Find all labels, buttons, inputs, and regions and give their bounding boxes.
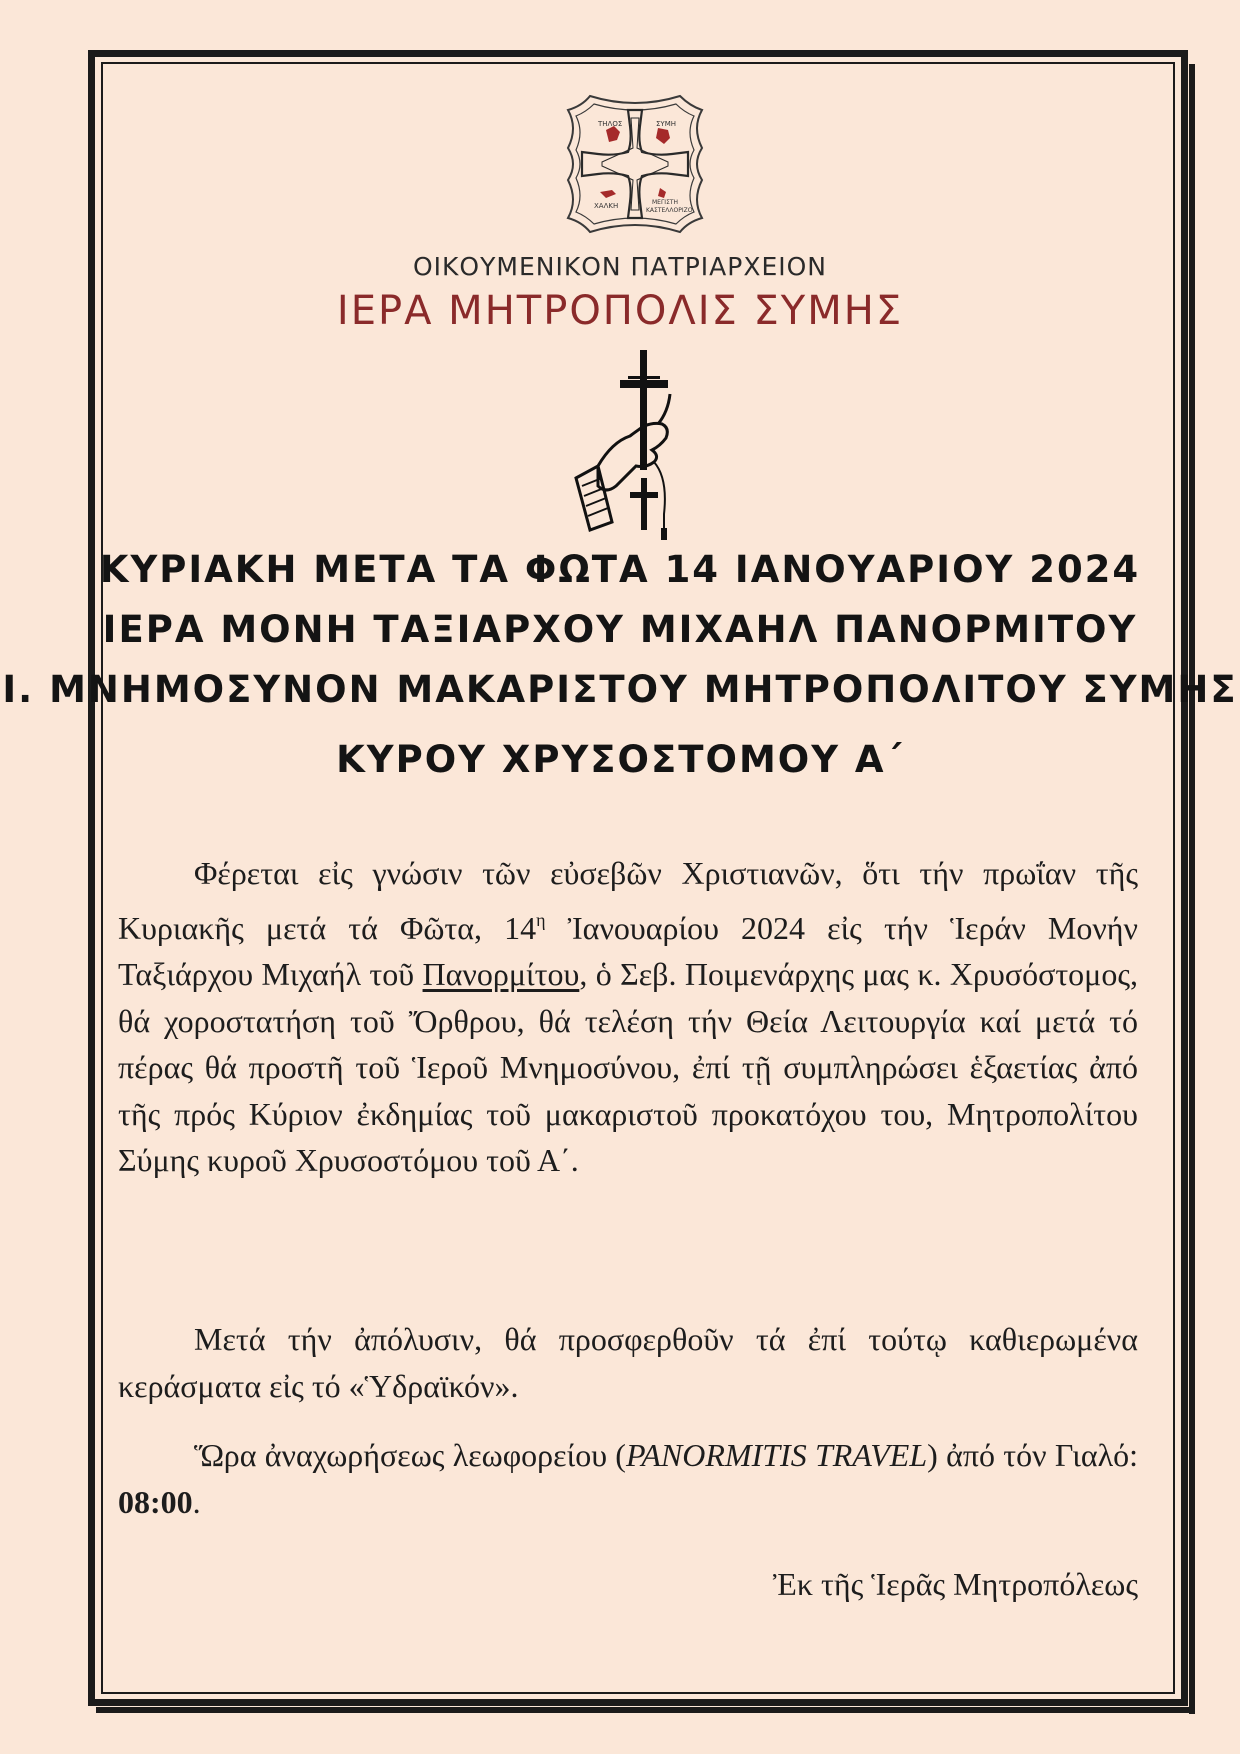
headline-line-2: ΙΕΡΑ ΜΟΝΗ ΤΑΞΙΑΡΧΟΥ ΜΙΧΑΗΛ ΠΑΝΟΡΜΙΤΟΥ — [102, 608, 1138, 651]
departure-time: 08:00 — [118, 1483, 193, 1520]
announcement-paragraph-2: Μετά τήν ἀπόλυσιν, θά προσφερθοῦν τά ἐπί τούτῳ καθιερωμένα κεράσματα εἰς τό «Ὑδραϊκόν». — [118, 1321, 1138, 1404]
metropolis-name: ΙΕΡΑ ΜΗΤΡΟΠΟΛΙΣ ΣΥΜΗΣ — [336, 288, 904, 334]
headline-line-4: ΚΥΡΟΥ ΧΡΥΣΟΣΤΟΜΟΥ Α΄ — [336, 738, 904, 781]
headline-line-3: Ι. ΜΝΗΜΟΣΥΝΟΝ ΜΑΚΑΡΙΣΤΟΥ ΜΗΤΡΟΠΟΛΙΤΟΥ ΣΥΜΗΣ — [2, 668, 1238, 711]
underlined-panormitou: Πανορμίτου — [422, 956, 580, 992]
announcement-paragraph-1: Φέρεται εἰς γνώσιν τῶν εὐσεβῶν Χριστιανῶν, ὅτι τήν πρωΐαν τῆς Κυριακῆς μετά τά Φῶτα, $14^\eta$ Ἰανουαρίου 2024 εἰς τήν Ἱεράν Μονήν Ταξιάρχου Μιχαήλ τοῦ Πανορμίτου, ὁ Σεβ. Ποιμενάρχης μας κ. Χρυσόστομος, θά χοροστατήση τοῦ Ὄρθρου, θά τελέση τήν Θεία Λειτουργία καί μετά τό πέρας θά προστῆ τοῦ Ἱεροῦ Μνημοσύνου, ἐπί τῇ συμπληρώσει ἑξαετίας ἀπό τῆς πρός Κύριον ἐκδημίας τοῦ μακαριστοῦ προκατόχου του, Μητροπολίτου Σύμης κυροῦ Χρυσοστόμου τοῦ Α΄. — [118, 855, 1139, 1178]
departure-time-paragraph: Ὥρα ἀναχωρήσεως λεωφορείου (PANORMITIS TRAVEL) ἀπό τόν Γιαλό: 08:00. — [118, 1437, 1138, 1520]
seal-label-symi: ΣΥΜΗ — [656, 120, 677, 128]
organization-name: ΟΙΚΟΥΜΕΝΙΚΟΝ ΠΑΤΡΙΑΡΧΕΙΟΝ — [412, 252, 828, 281]
seal-label-chalki: ΧΑΛΚΗ — [594, 202, 619, 210]
seal-label-kastellorizo: ΚΑΣΤΕΛΛΟΡΙΖΟ — [646, 207, 693, 214]
seal-label-megisti: ΜΕΓΙΣΤΗ — [652, 199, 679, 206]
signature-line: Ἐκ τῆς Ἱερᾶς Μητροπόλεως — [772, 1566, 1138, 1602]
border-shadow-bottom — [96, 1707, 1195, 1713]
hand-holding-cross-icon — [572, 346, 690, 542]
bus-company-name: PANORMITIS TRAVEL — [625, 1437, 928, 1473]
metropolis-seal-emblem — [560, 88, 710, 240]
headline-line-1: ΚΥΡΙΑΚΗ ΜΕΤΑ ΤΑ ΦΩΤΑ 14 ΙΑΝΟΥΑΡΙΟΥ 2024 — [99, 548, 1141, 591]
seal-label-tilos: ΤΗΛΟΣ — [598, 120, 623, 128]
